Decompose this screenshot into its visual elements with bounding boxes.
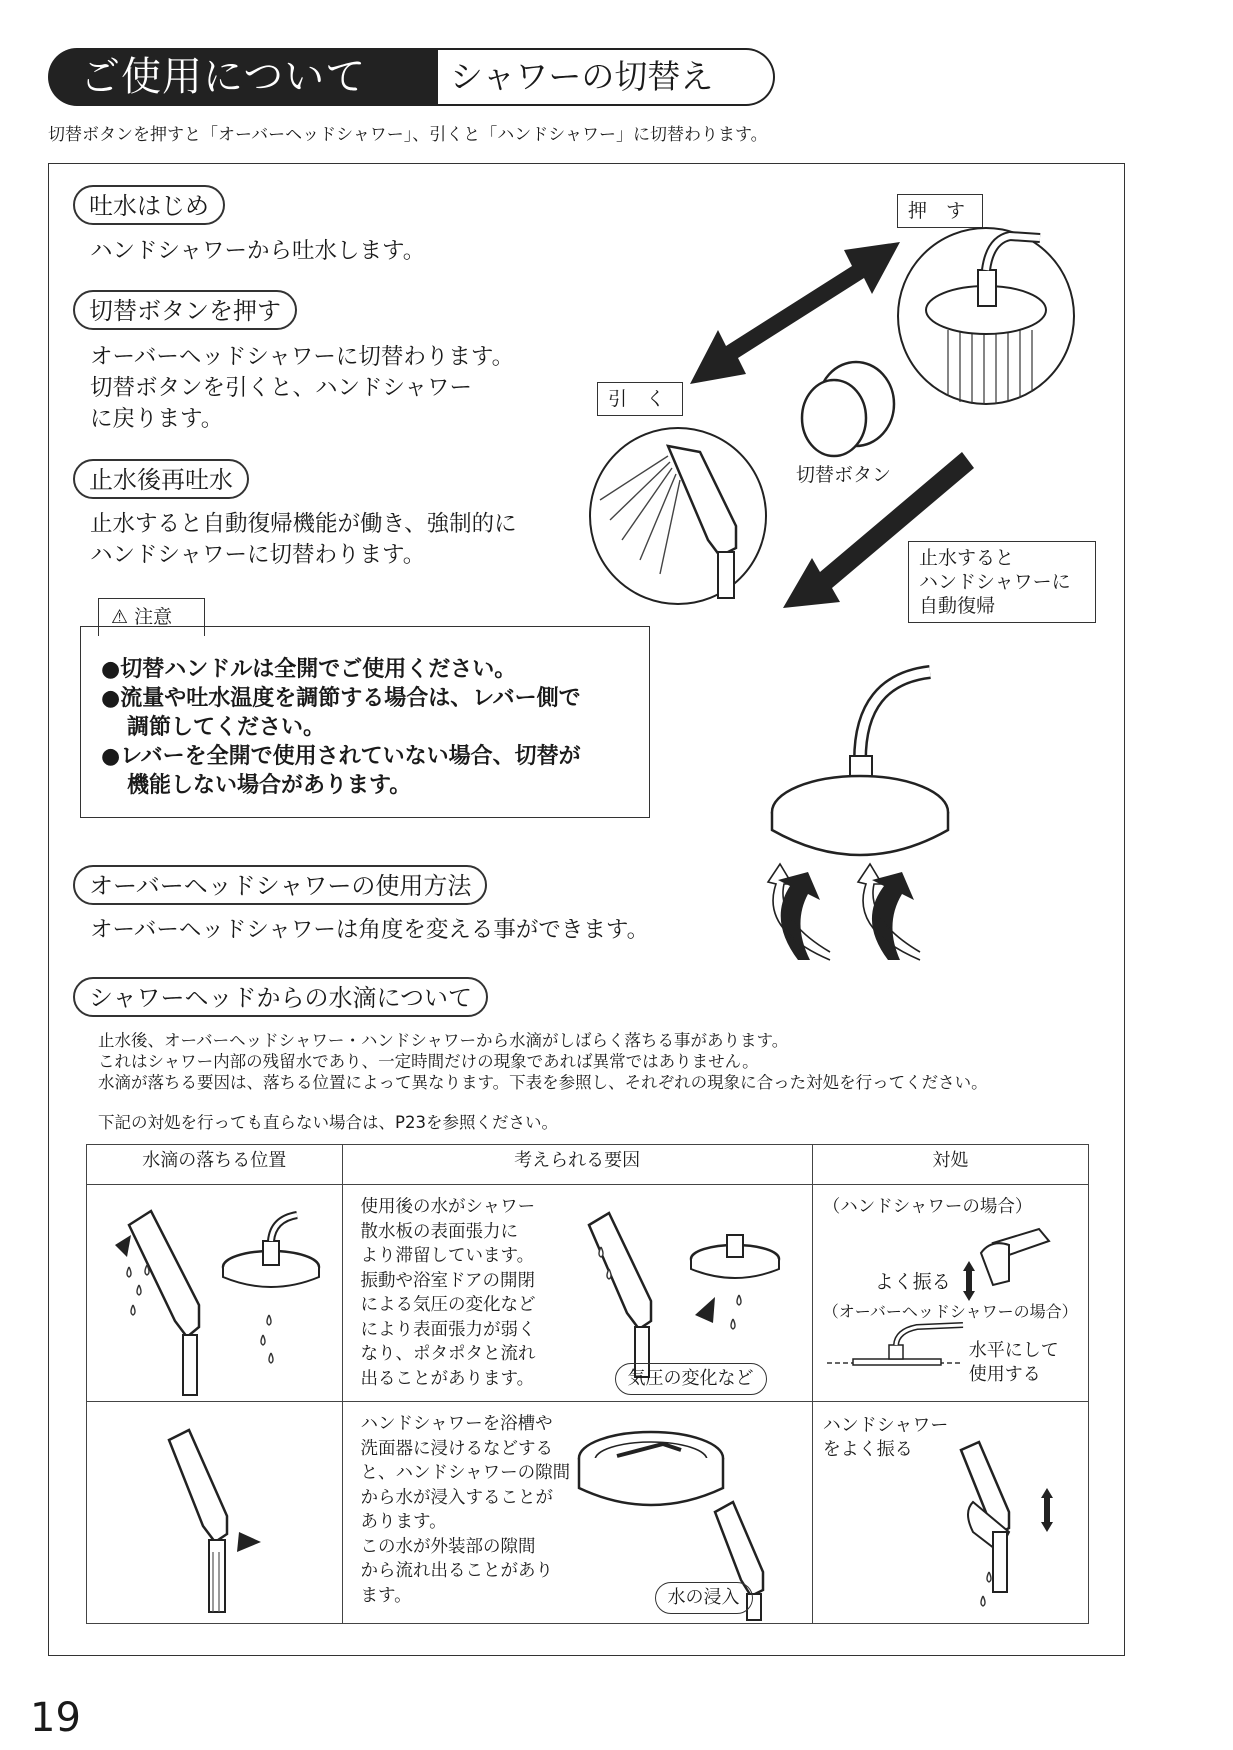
cause-cell bbox=[342, 1185, 812, 1402]
remedy-level: 水平にして 使用する bbox=[968, 1340, 1059, 1385]
drip-position-illustration-1 bbox=[87, 1185, 342, 1401]
remedy-overhead-heading: （オーバーヘッドシャワーの場合） bbox=[822, 1302, 1078, 1321]
caution-box bbox=[80, 626, 650, 818]
remedy-illustration-1 bbox=[813, 1185, 1089, 1401]
push-pull-arrow bbox=[690, 242, 900, 384]
step-text-start: ハンドシャワーから吐水します。 bbox=[90, 238, 426, 264]
intro-text: 切替ボタンを押すと「オーバーヘッドシャワー」、引くと「ハンドシャワー」に切替わります。 bbox=[48, 125, 768, 145]
drip-position-illustration-2 bbox=[87, 1402, 342, 1623]
remedy-cell bbox=[812, 1185, 1088, 1402]
caution-item: ●切替ハンドルは全開でご使用ください。 bbox=[101, 657, 517, 682]
step-text-push: オーバーヘッドシャワーに切替わります。 切替ボタンを引くと、ハンドシャワー に戻ります。 bbox=[90, 344, 515, 432]
remedy-illustration-2 bbox=[813, 1402, 1089, 1623]
remedy-hand-heading: （ハンドシャワーの場合） bbox=[822, 1197, 1033, 1217]
drip-title: シャワーヘッドからの水滴について bbox=[73, 977, 488, 1017]
table-row bbox=[87, 1185, 1089, 1402]
caution-item: ●レバーを全開で使用されていない場合、切替が 機能しない場合があります。 bbox=[101, 744, 581, 798]
cause-tag: 水の浸入 bbox=[655, 1582, 753, 1614]
header-remedy: 対処 bbox=[812, 1145, 1088, 1185]
caution-item: ●流量や吐水温度を調節する場合は、レバー側で 調節してください。 bbox=[101, 686, 581, 740]
overhead-text: オーバーヘッドシャワーは角度を変える事ができます。 bbox=[90, 917, 650, 943]
position-cell bbox=[87, 1402, 343, 1624]
auto-return-arrow bbox=[783, 452, 974, 608]
step-title-start: 吐水はじめ bbox=[73, 185, 225, 225]
table-row bbox=[87, 1402, 1089, 1624]
overhead-title: オーバーヘッドシャワーの使用方法 bbox=[73, 865, 487, 905]
drip-table bbox=[86, 1144, 1089, 1624]
switch-button-label: 切替ボタン bbox=[796, 464, 892, 486]
step-title-push: 切替ボタンを押す bbox=[73, 290, 297, 330]
remedy-text: ハンドシャワー をよく振る bbox=[822, 1415, 949, 1460]
step-text-restart: 止水すると自動復帰機能が働き、強制的に ハンドシャワーに切替わります。 bbox=[90, 511, 517, 568]
warning-icon: ⚠ bbox=[111, 606, 129, 628]
caution-title: 注意 bbox=[134, 606, 173, 628]
topic-title: シャワーの切替え bbox=[430, 48, 775, 106]
cause-text: ハンドシャワーを浴槽や 洗面器に浸けるなどする と、ハンドシャワーの隙間 から水が浸入することが あります。 この水が外装部の隙間 から流れ出ることがあり ます。 bbox=[360, 1414, 571, 1606]
auto-return-label: 止水すると ハンドシャワーに 自動復帰 bbox=[908, 541, 1096, 623]
remedy-cell bbox=[812, 1402, 1088, 1624]
pull-label: 引 く bbox=[597, 382, 683, 416]
remedy-shake: よく振る bbox=[874, 1271, 951, 1293]
cause-cell bbox=[342, 1402, 812, 1624]
position-cell bbox=[87, 1185, 343, 1402]
step-title-restart: 止水後再吐水 bbox=[73, 459, 249, 499]
cause-tag: 気圧の変化など bbox=[615, 1363, 767, 1395]
push-label: 押 す bbox=[897, 194, 983, 228]
header-cause: 考えられる要因 bbox=[342, 1145, 812, 1185]
section-title: ご使用について bbox=[48, 48, 438, 106]
header-position: 水滴の落ちる位置 bbox=[87, 1145, 343, 1185]
drip-note: 下記の対処を行っても直らない場合は、P23を参照ください。 bbox=[98, 1113, 558, 1132]
drip-description: 止水後、オーバーヘッドシャワー・ハンドシャワーから水滴がしばらく落ちる事があります。 これはシャワー内部の残留水であり、一定時間だけの現象であれば異常ではありません。 水滴が落ちる要因は、落ちる位置によって異なります。下表を参照し、それぞれの現象に合った対処を行ってください。 bbox=[98, 1031, 988, 1092]
cause-text: 使用後の水がシャワー 散水板の表面張力に より滞留しています。 振動や浴室ドアの開閉 による気圧の変化など により表面張力が弱く なり、ポタポタと流れ 出ることがあります。 bbox=[360, 1197, 536, 1389]
page-number: 19 bbox=[30, 1695, 81, 1741]
